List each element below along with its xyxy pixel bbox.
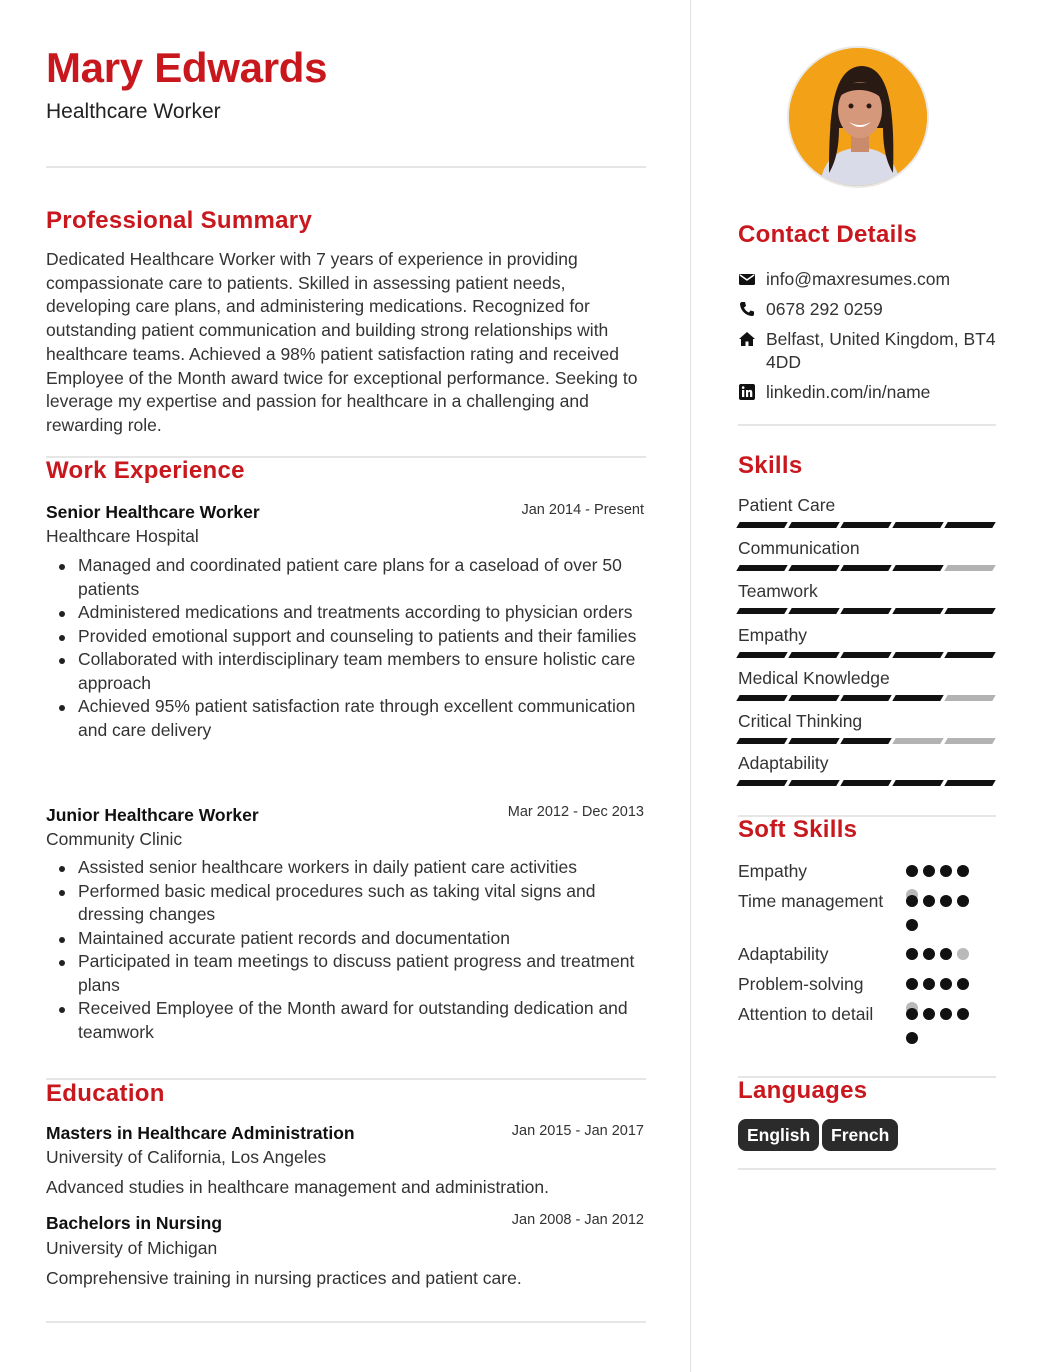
skill-label: Teamwork <box>738 581 818 601</box>
contact-heading: Contact Details <box>738 221 918 248</box>
skill-label: Patient Care <box>738 495 836 515</box>
soft-skill-label: Problem-solving <box>738 974 864 994</box>
skill-label: Empathy <box>738 625 808 645</box>
rating-dot <box>957 948 969 960</box>
skill-bar-segment <box>892 522 943 528</box>
list-item: Participated in team meetings to discuss patient progress and treatment plans <box>78 950 648 997</box>
list-item: Received Employee of the Month award for outstanding dedication and teamwork <box>78 997 648 1044</box>
rating-dot <box>923 1008 935 1020</box>
list-item: Managed and coordinated patient care plans for a caseload of over 50 patients <box>78 554 648 601</box>
summary-heading: Professional Summary <box>46 207 313 234</box>
skill-bar-segment <box>944 738 995 744</box>
soft-skill-label: Adaptability <box>738 944 829 964</box>
skill-bar-segment <box>944 608 995 614</box>
skill-bar-segment <box>788 522 839 528</box>
rating-dot <box>957 895 969 907</box>
school-name: University of Michigan <box>46 1238 218 1258</box>
divider <box>738 424 996 426</box>
person-avatar-icon <box>789 48 929 188</box>
skill-level-bar <box>738 608 994 614</box>
skill-label: Medical Knowledge <box>738 668 890 688</box>
divider <box>738 1168 996 1170</box>
job-bullets <box>78 554 648 742</box>
skill-bar-segment <box>736 695 787 701</box>
rating-dot <box>940 895 952 907</box>
skill-label: Communication <box>738 538 860 558</box>
soft-skill-label: Empathy <box>738 861 808 881</box>
skill-bar-segment <box>892 780 943 786</box>
language-badge: French <box>822 1119 898 1151</box>
skill-bar-segment <box>788 738 839 744</box>
list-item: Achieved 95% patient satisfaction rate through excellent communication and care delivery <box>78 695 648 742</box>
list-item: Performed basic medical procedures such as taking vital signs and dressing changes <box>78 880 648 927</box>
skill-bar-segment <box>944 522 995 528</box>
skill-bar-segment <box>736 652 787 658</box>
rating-dot <box>957 865 969 877</box>
skill-bar-segment <box>840 608 891 614</box>
home-icon <box>738 330 756 348</box>
envelope-icon <box>738 270 756 288</box>
skill-label: Critical Thinking <box>738 711 863 731</box>
degree-title: Bachelors in Nursing <box>46 1213 223 1233</box>
soft-skills-heading: Soft Skills <box>738 816 858 843</box>
soft-skill-label: Attention to detail <box>738 1004 874 1024</box>
skill-bar-segment <box>840 565 891 571</box>
rating-dot <box>923 978 935 990</box>
skill-bar-segment <box>736 780 787 786</box>
language-badge: English <box>738 1119 819 1151</box>
rating-dot <box>923 948 935 960</box>
list-item: Provided emotional support and counseling to patients and their families <box>78 625 648 649</box>
skill-level-bar <box>738 522 994 528</box>
profile-photo <box>787 46 929 188</box>
soft-skill-rating <box>906 942 984 966</box>
skill-bar-segment <box>840 780 891 786</box>
experience-heading: Work Experience <box>46 457 245 484</box>
skill-bar-segment <box>944 695 995 701</box>
rating-dot <box>940 865 952 877</box>
soft-skill-rating <box>906 1002 984 1050</box>
education-description: Comprehensive training in nursing practices and patient care. <box>46 1268 522 1288</box>
candidate-name: Mary Edwards <box>46 44 328 91</box>
skill-level-bar <box>738 695 994 701</box>
skill-bar-segment <box>840 695 891 701</box>
skill-bar-segment <box>840 522 891 528</box>
email-text: info@maxresumes.com <box>766 269 951 289</box>
education-dates: Jan 2015 - Jan 2017 <box>511 1123 644 1139</box>
phone-icon <box>738 300 756 318</box>
job-employer: Community Clinic <box>46 829 183 849</box>
candidate-title: Healthcare Worker <box>46 100 221 123</box>
list-item: Administered medications and treatments according to physician orders <box>78 601 648 625</box>
education-dates: Jan 2008 - Jan 2012 <box>511 1212 644 1228</box>
education-description: Advanced studies in healthcare management and administration. <box>46 1177 549 1197</box>
rating-dot <box>923 865 935 877</box>
education-heading: Education <box>46 1080 165 1107</box>
soft-skill-label: Time management <box>738 891 884 911</box>
skill-bar-segment <box>840 738 891 744</box>
job-bullets <box>78 856 648 1044</box>
skill-bar-segment <box>892 608 943 614</box>
skill-bar-segment <box>788 695 839 701</box>
rating-dot <box>906 1032 918 1044</box>
divider <box>46 166 646 168</box>
linkedin-text: linkedin.com/in/name <box>766 382 931 402</box>
rating-dot <box>940 1008 952 1020</box>
list-item: Maintained accurate patient records and documentation <box>78 927 648 951</box>
job-title: Junior Healthcare Worker <box>46 805 259 825</box>
skill-bar-segment <box>944 652 995 658</box>
skill-bar-segment <box>892 738 943 744</box>
skill-level-bar <box>738 780 994 786</box>
skill-bar-segment <box>788 780 839 786</box>
skill-bar-segment <box>840 652 891 658</box>
rating-dot <box>906 895 918 907</box>
skill-bar-segment <box>788 652 839 658</box>
rating-dot <box>957 1008 969 1020</box>
rating-dot <box>940 978 952 990</box>
list-item: Collaborated with interdisciplinary team members to ensure holistic care approach <box>78 648 648 695</box>
skill-bar-segment <box>736 522 787 528</box>
job-dates: Mar 2012 - Dec 2013 <box>507 804 644 820</box>
rating-dot <box>906 948 918 960</box>
degree-title: Masters in Healthcare Administration <box>46 1123 355 1143</box>
skill-label: Adaptability <box>738 753 829 773</box>
rating-dot <box>940 948 952 960</box>
column-divider <box>690 0 691 1372</box>
rating-dot <box>923 895 935 907</box>
rating-dot <box>906 978 918 990</box>
skill-bar-segment <box>736 608 787 614</box>
summary-text: Dedicated Healthcare Worker with 7 years of experience in providing compassionate care to patients. Skilled in assessing patient needs, developing care plans, and administering medications. Recognized for outstanding patient communication and building strong relationships with healthcare teams. Achieved a 98% patient satisfaction rating and received Employee of the Month award twice for exceptional performance. Seeking to leverage my expertise and passion for healthcare in a challenging and rewarding role. <box>46 249 638 435</box>
rating-dot <box>957 978 969 990</box>
skill-bar-segment <box>788 565 839 571</box>
job-employer: Healthcare Hospital <box>46 526 199 546</box>
rating-dot <box>906 919 918 931</box>
skill-level-bar <box>738 652 994 658</box>
skill-bar-segment <box>944 780 995 786</box>
address-text: Belfast, United Kingdom, BT4 4DD <box>766 329 996 372</box>
skill-bar-segment <box>736 738 787 744</box>
linkedin-icon <box>738 383 756 401</box>
skill-bar-segment <box>892 565 943 571</box>
school-name: University of California, Los Angeles <box>46 1147 327 1167</box>
job-title: Senior Healthcare Worker <box>46 502 260 522</box>
skill-bar-segment <box>892 695 943 701</box>
skills-heading: Skills <box>738 452 803 479</box>
skill-bar-segment <box>892 652 943 658</box>
rating-dot <box>906 865 918 877</box>
phone-text: 0678 292 0259 <box>766 299 883 319</box>
job-dates: Jan 2014 - Present <box>521 502 644 518</box>
skill-bar-segment <box>788 608 839 614</box>
skill-bar-segment <box>944 565 995 571</box>
rating-dot <box>906 1008 918 1020</box>
skill-level-bar <box>738 565 994 571</box>
skill-bar-segment <box>736 565 787 571</box>
list-item: Assisted senior healthcare workers in daily patient care activities <box>78 856 648 880</box>
skill-level-bar <box>738 738 994 744</box>
soft-skill-rating <box>906 889 984 937</box>
languages-heading: Languages <box>738 1077 868 1104</box>
divider <box>46 1321 646 1323</box>
